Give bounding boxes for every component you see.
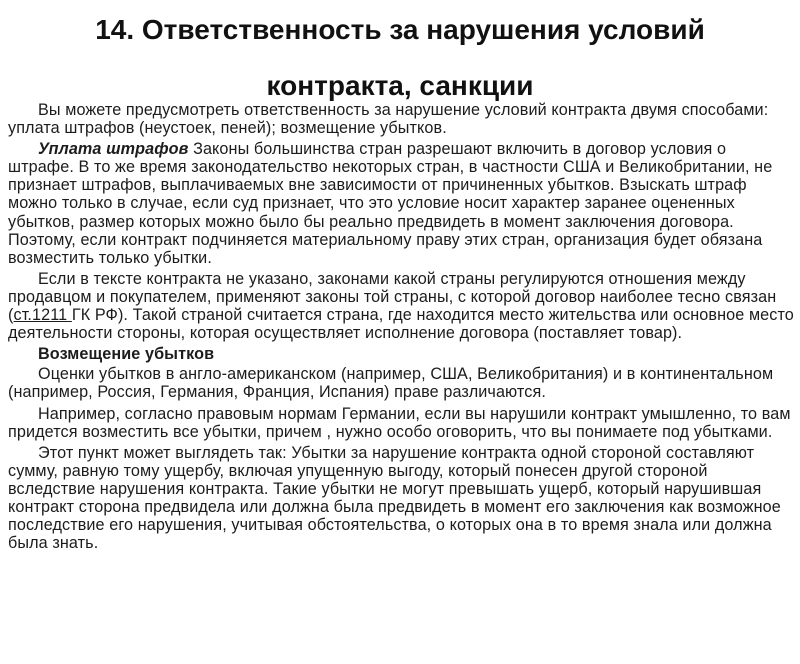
applicable-law-text-after: ГК РФ). Такой страной считается страна, где находится место жительства или основное место деятельности стороны, которая осуществляет исполнение договора (поставляет товар). [8,306,794,343]
applicable-law-text-before: Если в тексте контракта не указано, законами какой страны регулируются отношения между продавцом и покупателем, применяют законы той страны, с которой договор наиболее тесно связан ( [8,269,777,325]
article-link[interactable]: ст.1211 [13,306,72,325]
slide-title-line-1: 14. Ответственность за нарушения условий [95,14,705,45]
slide-body [8,101,794,555]
applicable-law-paragraph [8,270,794,342]
clause-example-paragraph: Этот пункт может выглядеть так: Убытки за нарушение контракта одной стороной составляют сумму, равную тому ущербу, включая упущенную выгоду, который понесен другой стороной вследствие нарушения контракта. Такие убытки не могут превышать ущерб, который нарушившая контракт сторона предвидела или должна была предвидеть в момент его заключения как возможное последствие его нарушения, учитывая обстоятельства, о которых она в то время знала или должна была знать. [8,443,781,553]
damages-paragraph: Оценки убытков в англо-американском (например, США, Великобритания) и в континентальном (например, Россия, Германия, Франция, Испания) праве различаются. [8,365,774,402]
penalty-text: Законы большинства стран разрешают включить в договор условия о штрафе. В то же время законодательство некоторых стран, в частности США и Великобритании, не признает штрафов, выплачиваемых вне зависимости от причиненных убытков. Взыскать штраф можно только в случае, если суд признает, что это условие носит характер заранее оцененных убытков, размер которых можно было бы реально предвидеть в момент заключения договора. Поэтому, если контракт подчиняется материальному праву этих стран, организация будет обязана возместить только убытки. [8,140,773,267]
damages-heading: Возмещение убытков [38,345,215,364]
penalty-paragraph [8,140,794,267]
slide-title-line-2: контракта, санкции [266,70,534,101]
penalty-lead: Уплата штрафов [38,140,189,159]
intro-paragraph: Вы можете предусмотреть ответственность за нарушение условий контракта двумя способами: уплата штрафов (неустоек, пеней); возмещение убытков. [8,101,769,138]
germany-example-paragraph: Например, согласно правовым нормам Германии, если вы нарушили контракт умышленно, то вам придется возместить все убытки, причем , нужно особо оговорить, что вы понимаете под убытками. [8,404,791,441]
